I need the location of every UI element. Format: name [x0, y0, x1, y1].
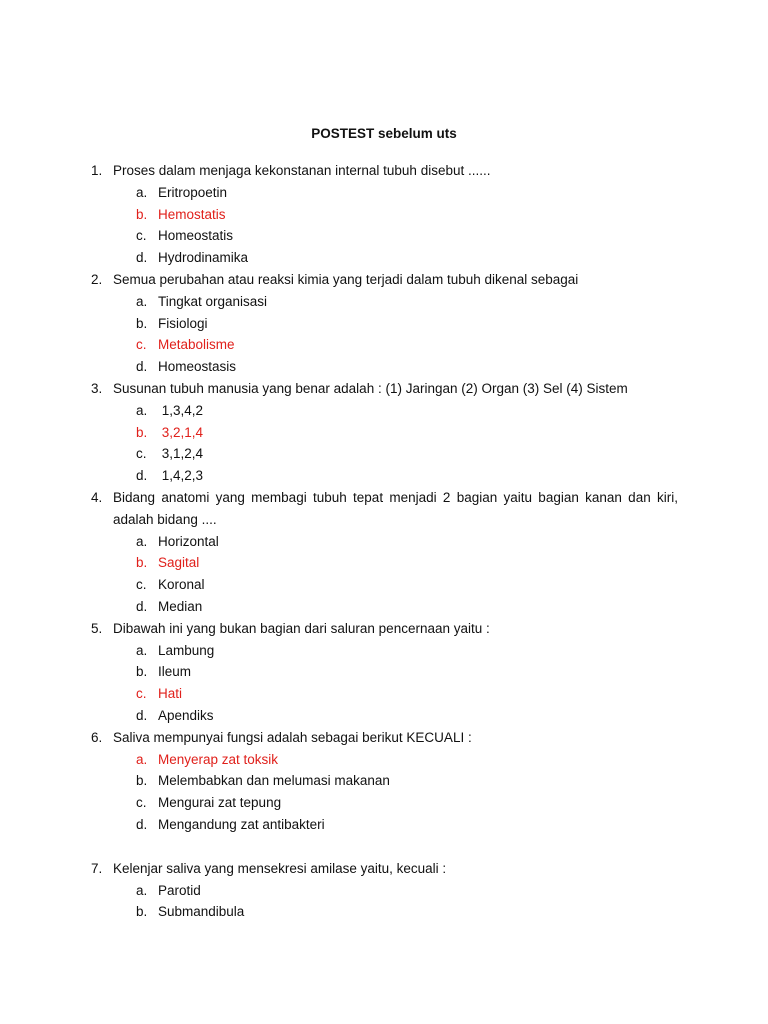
- question-number: 4.: [91, 489, 103, 505]
- answer-option: [0, 225, 768, 247]
- answer-option: [0, 901, 768, 923]
- option-text: Lambung: [158, 642, 215, 658]
- option-text: Menyerap zat toksik: [158, 751, 279, 767]
- option-text: 3,1,2,4: [158, 446, 204, 462]
- option-letter: a.: [136, 642, 148, 658]
- answer-option: [0, 465, 768, 487]
- option-text: Eritropoetin: [158, 184, 228, 200]
- answer-option: [0, 400, 768, 422]
- question-item: [0, 618, 768, 727]
- option-text: Fisiologi: [158, 315, 208, 331]
- option-text: 3,2,1,4: [158, 424, 204, 440]
- question-text: Dibawah ini yang bukan bagian dari saluran pencernaan yaitu :: [113, 620, 490, 636]
- option-letter: b.: [136, 664, 148, 680]
- option-text: Parotid: [158, 882, 201, 898]
- option-letter: a.: [136, 184, 148, 200]
- answer-option: [0, 880, 768, 902]
- answer-option: [0, 661, 768, 683]
- option-text: Hemostatis: [158, 206, 226, 222]
- question-item: [0, 487, 768, 618]
- option-text: Koronal: [158, 577, 205, 593]
- question-text: Bidang anatomi yang membagi tubuh tepat menjadi 2 bagian yaitu bagian kanan dan kiri, adalah bidang ....: [113, 489, 678, 527]
- answer-option: [0, 574, 768, 596]
- answer-option: [0, 247, 768, 269]
- option-text: 1,4,2,3: [158, 468, 204, 484]
- option-letter: d.: [136, 598, 148, 614]
- question-text: Semua perubahan atau reaksi kimia yang terjadi dalam tubuh dikenal sebagai: [113, 271, 579, 287]
- question-text: Proses dalam menjaga kekonstanan internal tubuh disebut ......: [113, 163, 491, 178]
- question-list: [0, 160, 768, 923]
- question-number: 6.: [91, 729, 103, 745]
- option-letter: b.: [136, 315, 148, 331]
- option-letter: c.: [136, 686, 147, 702]
- option-text: Apendiks: [158, 707, 214, 723]
- option-text: Melembabkan dan melumasi makanan: [158, 773, 390, 789]
- answer-option-correct: [0, 749, 768, 771]
- option-letter: d.: [136, 250, 148, 266]
- option-letter: b.: [136, 555, 148, 571]
- option-text: Ileum: [158, 664, 192, 680]
- option-letter: c.: [136, 337, 147, 353]
- answer-option: [0, 596, 768, 618]
- question-item: [0, 160, 768, 269]
- option-text: Tingkat organisasi: [158, 293, 268, 309]
- option-text: Homeostatis: [158, 228, 234, 244]
- answer-option-correct: [0, 683, 768, 705]
- option-letter: b.: [136, 206, 148, 222]
- question-item: [0, 269, 768, 378]
- answer-option: [0, 182, 768, 204]
- option-letter: a.: [136, 882, 148, 898]
- option-letter: b.: [136, 424, 148, 440]
- option-letter: d.: [136, 707, 148, 723]
- answer-option: [0, 443, 768, 465]
- answer-option-correct: [0, 334, 768, 356]
- option-letter: b.: [136, 773, 148, 789]
- question-item: [0, 858, 768, 923]
- option-text: Hydrodinamika: [158, 250, 249, 266]
- option-text: Horizontal: [158, 533, 219, 549]
- option-letter: d.: [136, 359, 148, 375]
- answer-option: [0, 291, 768, 313]
- answer-option: [0, 640, 768, 662]
- option-text: Hati: [158, 686, 183, 702]
- answer-option: [0, 792, 768, 814]
- option-letter: a.: [136, 533, 148, 549]
- page-title: POSTEST sebelum uts: [311, 126, 457, 141]
- option-text: 1,3,4,2: [158, 402, 204, 418]
- answer-option-correct: [0, 204, 768, 226]
- option-letter: c.: [136, 228, 147, 244]
- question-number: 1.: [91, 163, 103, 178]
- blank-line: [0, 836, 768, 858]
- answer-option-correct: [0, 552, 768, 574]
- question-text: Saliva mempunyai fungsi adalah sebagai berikut KECUALI :: [113, 729, 472, 745]
- question-number: 2.: [91, 271, 103, 287]
- answer-option: [0, 705, 768, 727]
- option-text: Metabolisme: [158, 337, 235, 353]
- question-number: 5.: [91, 620, 103, 636]
- answer-option: [0, 313, 768, 335]
- option-letter: a.: [136, 402, 148, 418]
- answer-option: [0, 356, 768, 378]
- option-text: Mengurai zat tepung: [158, 795, 282, 811]
- option-text: Median: [158, 598, 203, 614]
- question-item: [0, 378, 768, 487]
- option-text: Submandibula: [158, 904, 245, 920]
- answer-option-correct: [0, 422, 768, 444]
- option-letter: c.: [136, 795, 147, 811]
- question-text: Kelenjar saliva yang mensekresi amilase yaitu, kecuali :: [113, 860, 447, 876]
- option-text: Sagital: [158, 555, 200, 571]
- option-text: Mengandung zat antibakteri: [158, 816, 325, 832]
- option-letter: a.: [136, 293, 148, 309]
- option-letter: a.: [136, 751, 148, 767]
- answer-option: [0, 770, 768, 792]
- option-letter: b.: [136, 904, 148, 920]
- question-number: 7.: [91, 860, 103, 876]
- option-letter: d.: [136, 816, 148, 832]
- question-number: 3.: [91, 380, 103, 396]
- option-letter: d.: [136, 468, 148, 484]
- option-letter: c.: [136, 446, 147, 462]
- option-letter: c.: [136, 577, 147, 593]
- answer-option: [0, 814, 768, 836]
- option-text: Homeostasis: [158, 359, 237, 375]
- question-text: Susunan tubuh manusia yang benar adalah : (1) Jaringan (2) Organ (3) Sel (4) Sistem: [113, 380, 628, 396]
- answer-option: [0, 531, 768, 553]
- question-item: [0, 727, 768, 836]
